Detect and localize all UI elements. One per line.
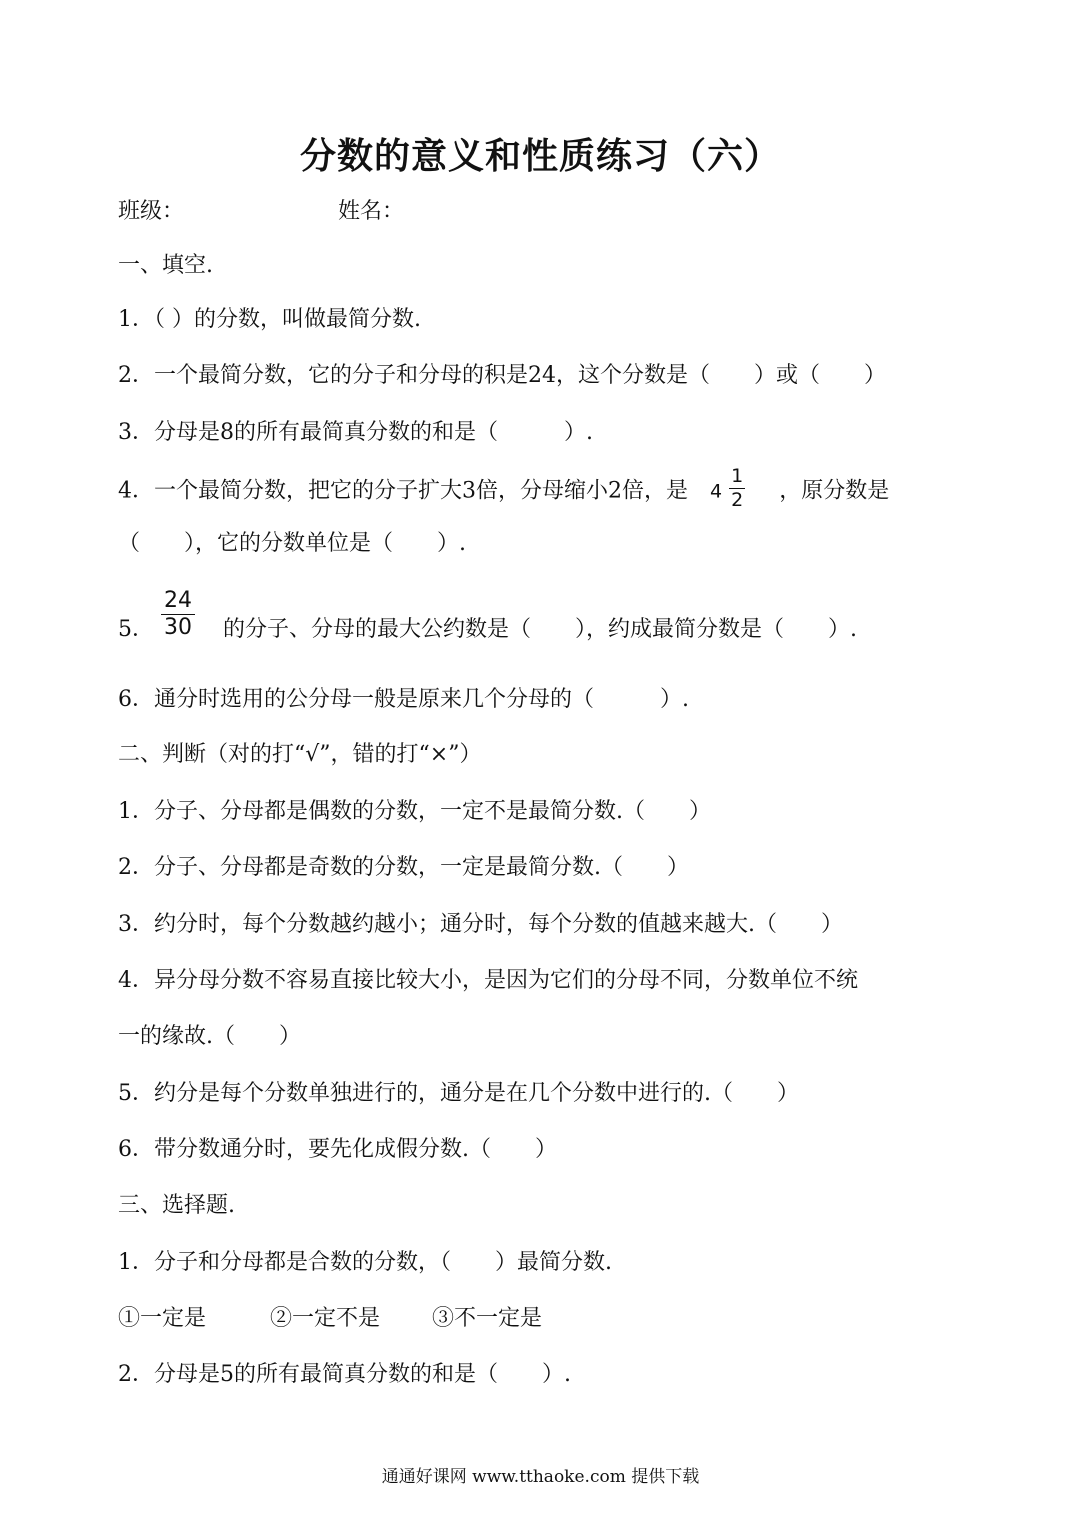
page-title: 分数的意义和性质练习（六）: [299, 136, 781, 177]
option-3: ③不一定是: [432, 1306, 543, 1331]
section-1-question-6: 6．通分时选用的公分母一般是原来几个分母的（ ）.: [118, 687, 689, 712]
fraction-denominator: 30: [164, 615, 192, 640]
section-2-question-6: 6．带分数通分时，要先化成假分数.（ ）: [118, 1137, 557, 1162]
section-3-question-1: 1．分子和分母都是合数的分数，（ ）最简分数.: [118, 1250, 612, 1275]
question-4-text-a: 4．一个最简分数，把它的分子扩大3倍，分母缩小2倍，是: [118, 478, 688, 504]
option-2: ②一定不是: [270, 1306, 381, 1331]
section-2-question-1: 1．分子、分母都是偶数的分数，一定不是最简分数.（ ）: [118, 799, 711, 824]
mixed-number-whole: 4: [710, 480, 723, 503]
option-1: ①一定是: [118, 1306, 207, 1331]
question-5-number: 5．: [118, 617, 154, 642]
section-3-question-2: 2．分母是5的所有最简真分数的和是（ ）.: [118, 1362, 571, 1387]
page-footer: 通通好课网 www.tthaoke.com 提供下载: [381, 1467, 700, 1487]
question-5-text: 的分子、分母的最大公约数是（ ），约成最简分数是（ ）.: [223, 617, 857, 642]
section-2-question-3: 3．约分时，每个分数越约越小；通分时，每个分数的值越来越大.（ ）: [118, 912, 843, 937]
section-2-question-5: 5．约分是每个分数单独进行的，通分是在几个分数中进行的.（ ）: [118, 1081, 799, 1106]
student-info-row: [118, 197, 404, 227]
fraction-numerator: 24: [164, 588, 192, 613]
section-1-question-1: 1．（ ）的分数，叫做最简分数.: [118, 307, 421, 332]
section-1-question-5: [118, 590, 857, 645]
section-2-question-4-continued: 一的缘故.（ ）: [118, 1024, 301, 1049]
section-3-heading: 三、选择题.: [118, 1193, 235, 1218]
class-label: 班级：: [118, 199, 185, 224]
section-3-question-1-options: [118, 1304, 542, 1334]
fraction-24-30: [161, 590, 195, 639]
section-1-question-3: 3．分母是8的所有最简真分数的和是（ ）.: [118, 420, 593, 445]
section-1-question-4-continued: （ ），它的分数单位是（ ）.: [118, 531, 466, 556]
fraction-numerator: 1: [731, 465, 744, 487]
fraction-denominator: 2: [731, 489, 744, 511]
mixed-number-fraction: [729, 467, 745, 510]
section-1-heading: 一、填空.: [118, 253, 213, 278]
section-2-question-4: 4．异分母分数不容易直接比较大小，是因为它们的分母不同，分数单位不统: [118, 968, 858, 993]
section-2-heading: 二、判断（对的打“√”，错的打“×”）: [118, 742, 482, 767]
section-1-question-2: 2．一个最简分数，它的分子和分母的积是24，这个分数是（ ）或（ ）: [118, 363, 886, 388]
name-label: 姓名：: [338, 199, 405, 224]
question-4-text-b: ，原分数是: [779, 478, 890, 504]
section-2-question-2: 2．分子、分母都是奇数的分数，一定是最简分数.（ ）: [118, 855, 689, 880]
section-1-question-4: [118, 465, 890, 511]
